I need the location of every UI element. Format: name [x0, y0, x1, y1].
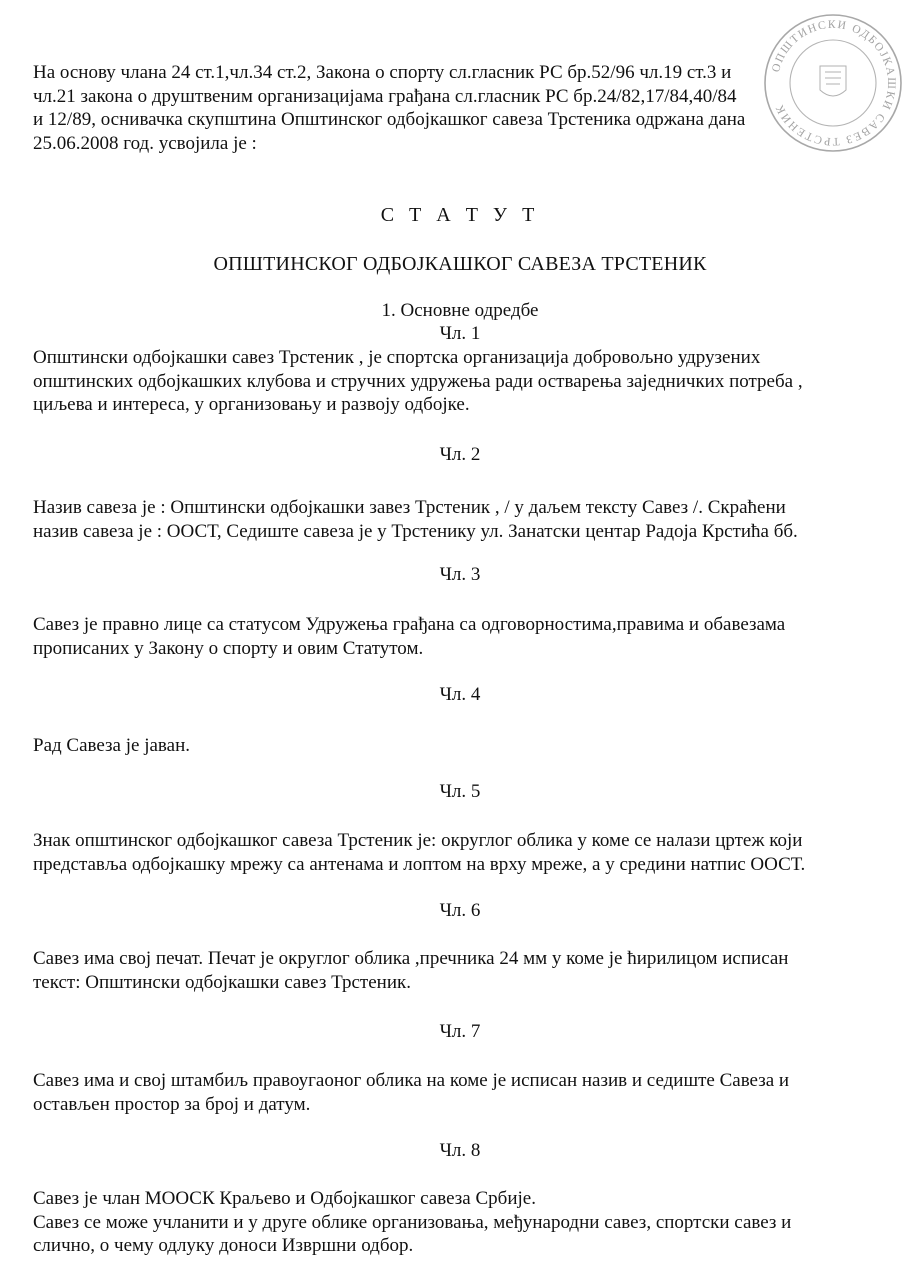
article-3-text: Савез је правно лице са статусом Удружења грађана са одговорностима,правима и обавезама прописаних у Закону о спорту и овим Статутом. [33, 614, 786, 659]
article-1-text: Општински одбојкашки савез Трстеник , је спортска организација добровољно удрузених општинских одбојкашких клубова и стручних удружења ради остварења заједничких потреба , циљева и интереса, у организовању и развоју одбојке. [33, 347, 803, 415]
article-3-heading: Чл. 3 [439, 564, 481, 585]
article-5-heading: Чл. 5 [439, 781, 481, 802]
article-4-heading: Чл. 4 [439, 684, 481, 705]
article-7-text: Савез има и свој штамбиљ правоугаоног облика на коме је исписан назив и седиште Савеза и остављен простор за број и датум. [33, 1070, 790, 1115]
intro-paragraph: На основу члана 24 ст.1,чл.34 ст.2, Закона о спорту сл.гласник РС бр.52/96 чл.19 ст.3 и чл.21 закона о друштвеним организацијама грађана сл.гласник РС бр.24/82,17/84,40/84 и 12/89, оснивачка скупштина Општинског одбојкашког савеза Трстеника одржана дана 25.06.2008 год. усвојила је : [33, 62, 746, 154]
article-2-heading: Чл. 2 [439, 444, 481, 465]
stamp-ring-text: ОПШТИНСКИ ОДБОЈКАШКИ САВЕЗ ТРСТЕНИК [770, 18, 898, 148]
article-7-heading: Чл. 7 [439, 1021, 481, 1042]
document-title: С Т А Т У Т [380, 204, 540, 226]
article-8-heading: Чл. 8 [439, 1140, 481, 1161]
article-6-text: Савез има свој печат. Печат је округлог облика ,пречника 24 мм у коме је ћирилицом исписан текст: Општински одбојкашки савез Трстеник. [33, 948, 789, 993]
article-5-text: Знак општинског одбојкашког савеза Трстеник је: округлог облика у коме се налази цртеж који представља одбојкашку мрежу са антенама и лоптом на врху мреже, а у средини натпис ООСТ. [33, 830, 806, 875]
article-8-text: Савез је члан МООСК Краљево и Одбојкашког савеза Србије. Савез се може учланити и у друге облике организовања, међународни савез, спортски савез и слично, о чему одлуку доноси Извршни одбор. [33, 1188, 792, 1256]
section-heading: 1. Основне одредбе [381, 300, 539, 321]
article-2-text: Назив савеза је : Општински одбојкашки завез Трстеник , / у даљем тексту Савез /. Скраћени назив савеза је : ООСТ, Седиште савеза је у Трстенику ул. Занатски центар Радоја Крстића бб. [33, 497, 798, 542]
document-subtitle: ОПШТИНСКОГ ОДБОЈКАШКОГ САВЕЗА ТРСТЕНИК [213, 253, 707, 275]
article-4-text: Рад Савеза је јаван. [33, 735, 190, 756]
article-1-heading: Чл. 1 [439, 323, 481, 344]
article-6-heading: Чл. 6 [439, 900, 481, 921]
